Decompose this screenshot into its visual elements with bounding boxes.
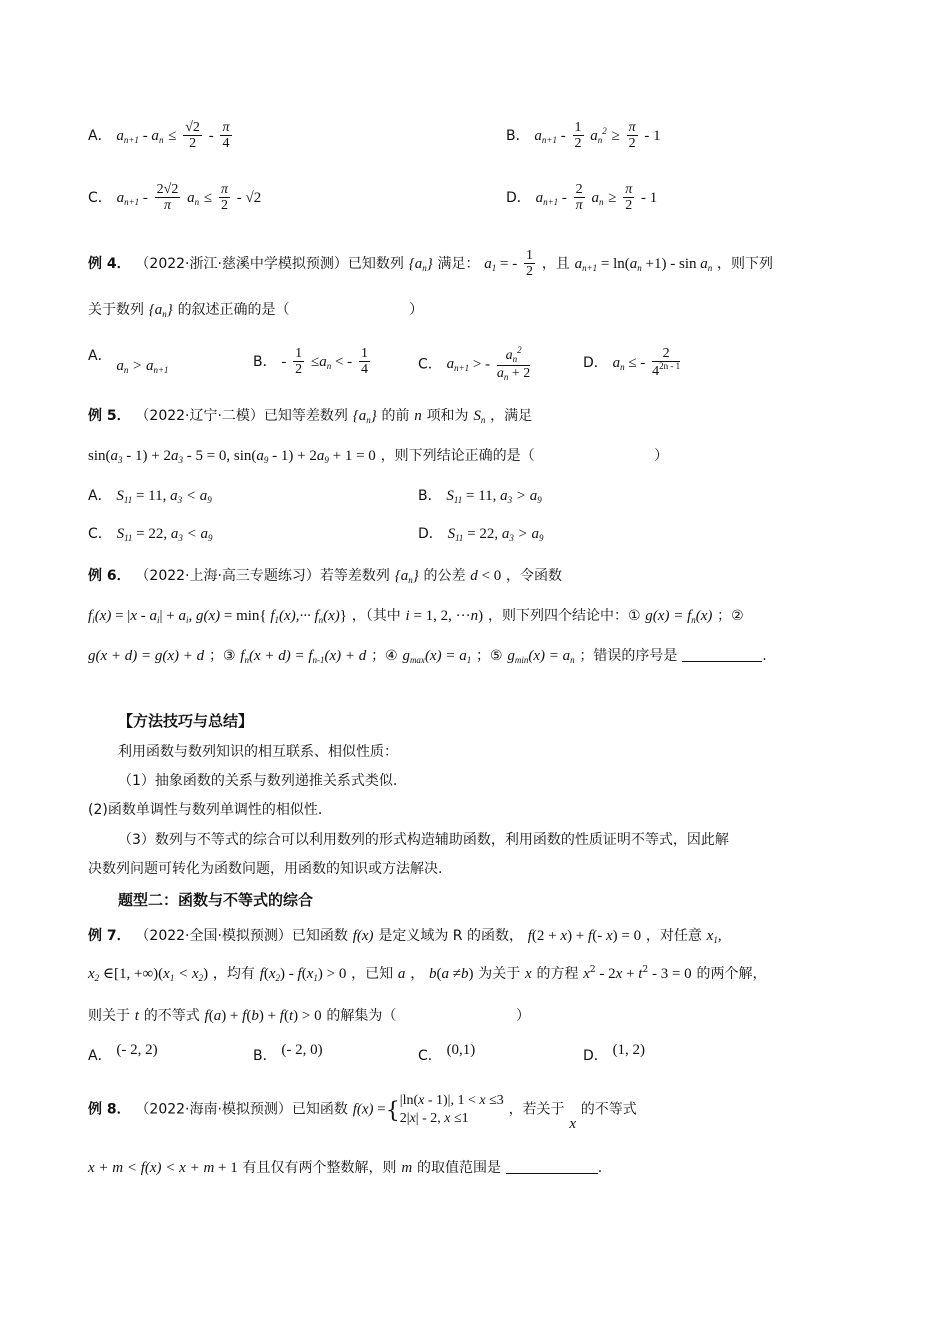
ex4-option-b[interactable]: B． - $\frac{1}{2}$ $\le a_n$ < - $\frac{1}{4}$ <box>253 346 368 378</box>
example-4-options <box>88 345 890 382</box>
type-2-title: 题型二：函数与不等式的综合 <box>118 891 314 909</box>
example-5-line2: $\sin(a_3 - 1) + 2a_3 - 5 = 0$, $\sin(a_9 - 1) + 2a_9 + 1 = 0$ ，则下列结论正确的是（ ） <box>88 448 669 465</box>
example-8-line2: x + m < f(x) < x + m + 1 有且仅有两个整数解，则 m 的取值范围是 . <box>88 1160 603 1176</box>
example-6-line1: 例 6． （2022·上海·高三专题练习）若等差数列 $\{a_n\}$ 的公差 d < 0 ，令函数 <box>88 568 563 585</box>
option-c[interactable]: C． $a_{n+1}$ - $\frac{2√2}{\pi}$ $a_n$ ≤ $\frac{\pi}{2}$ - √2 <box>88 182 262 214</box>
option-row-ab <box>88 120 890 152</box>
example-7-line1: 例 7． （2022·全国·模拟预测）已知函数 f(x) 是定义域为 R 的函数， f(2 + x) + f(- x) = 0 ，对任意 $x_1$, <box>88 928 722 945</box>
method-point-2: (2)函数单调性与数列单调性的相似性. <box>88 802 323 818</box>
method-title: 【方法技巧与总结】 <box>118 712 254 730</box>
ex5-option-a[interactable]: A． $S_{11} = 11$, $a_3 < a_9$ <box>88 488 212 505</box>
example-7-line3: 则关于 t 的不等式 f(a) + f(b) + f(t) > 0 的解集为（ ） <box>88 1008 530 1024</box>
option-b[interactable]: B． $a_{n+1}$ - $\frac{1}{2}$ $a_n^2$ ≥ $\frac{\pi}{2}$ - 1 <box>506 120 661 152</box>
answer-blank-ex6[interactable] <box>682 647 762 662</box>
ex5-option-b[interactable]: B． $S_{11} = 11$, $a_3 > a_9$ <box>418 488 542 505</box>
example-8-line1: 例 8． （2022·海南·模拟预测）已知函数 f(x) ={|ln(x - 1)|, 1 < x ≤3 2|x| - 2, x ≤1 ，若关于 x 的不等式 <box>88 1093 637 1132</box>
option-a[interactable]: A． $a_{n+1} - a_n$ ≤ $\frac{√2}{2}$ - $\frac{\pi}{4}$ <box>88 120 230 152</box>
ex5-option-d[interactable]: D． $S_{11} = 22$, $a_3 > a_9$ <box>418 526 544 543</box>
example-6-line3: g(x + d) = g(x) + d ；③ $f_n(x + d) = f_{n-1}(x) + d$ ；④ $g_{max}(x) = a_1$ ；⑤ $g_{min}(x) = a_n$ ；错误的序号是 . <box>88 648 767 665</box>
ex7-option-b[interactable]: B． (- 2, 0) <box>253 1042 323 1064</box>
example-7-options <box>88 1042 890 1067</box>
ex7-option-d[interactable]: D． (1, 2) <box>583 1042 646 1064</box>
ex4-option-d[interactable]: D． $a_n$ ≤ - $\frac{2}{4^{2n - 1}}$ <box>583 346 681 380</box>
method-point-3b: 决数列问题可转化为函数问题，用函数的知识或方法解决. <box>88 861 443 877</box>
method-intro: 利用函数与数列知识的相互联系、相似性质： <box>118 744 398 760</box>
example-5-options-cd <box>88 524 890 545</box>
ex7-option-a[interactable]: A． (- 2, 2) <box>88 1042 158 1064</box>
example-5-number: 例 5． <box>88 408 131 424</box>
example-4-line1: 例 4． （2022·浙江·慈溪中学模拟预测）已知数列 $\{a_n\}$ 满足： $a_1$ = - $\frac{1}{2}$ ，且 $a_{n+1} = \ln(a_n +1) - \sin a_n$ ，则下列 <box>88 248 774 280</box>
example-6-line2: $f_i(x) = |x - a_i| + a_i$, g(x) = min{ $f_1(x),\cdot\cdot\cdot f_n(x)$} ，（其中 i = 1, 2, ···n) ，则下列四个结论中：① $g(x) = f_n(x)$ ；② <box>88 608 744 625</box>
answer-blank-ex8[interactable] <box>506 1159 598 1174</box>
ex7-option-c[interactable]: C． (0,1) <box>418 1042 476 1064</box>
example-7-line2: $x_2$ ∈[1, $+\infty)(x_1 < x_2)$ ，均有 $f(x_2) - f(x_1) > 0$ ，已知 a ， b(a ≠b) 为关于 x 的方程 $x^2 - 2x + t^2 - 3 = 0$ 的两个解， <box>88 965 767 983</box>
ex4-option-c[interactable]: C． $a_{n+1}$ > - $\frac{a_n^2}{a_n + 2}$ <box>418 345 531 382</box>
example-7-number: 例 7． <box>88 928 131 944</box>
example-5-line1: 例 5． （2022·辽宁·二模）已知等差数列 $\{a_n\}$ 的前 n 项和为 $S_n$ ，满足 <box>88 408 533 425</box>
example-4-number: 例 4． <box>88 255 131 272</box>
method-point-3a: （3）数列与不等式的综合可以利用数列的形式构造辅助函数，利用函数的性质证明不等式，因此解 <box>118 832 729 848</box>
example-6-number: 例 6． <box>88 568 131 584</box>
option-d[interactable]: D． $a_{n+1}$ - $\frac{2}{\pi}$ $a_n$ ≥ $\frac{\pi}{2}$ - 1 <box>506 182 658 214</box>
method-point-1: （1）抽象函数的关系与数列递推关系式类似. <box>118 773 398 789</box>
sequence-an: $\{a_n\}$ <box>408 255 433 273</box>
ex4-option-a[interactable]: A． $a_n > a_{n+1}$ <box>88 348 169 375</box>
example-4-line2: 关于数列 $\{a_n\}$ 的叙述正确的是（ ） <box>88 302 424 319</box>
example-8-number: 例 8． <box>88 1101 131 1118</box>
example-5-options-ab <box>88 486 890 507</box>
option-row-cd <box>88 182 890 214</box>
ex5-option-c[interactable]: C． $S_{11} = 22$, $a_3 < a_9$ <box>88 526 213 543</box>
